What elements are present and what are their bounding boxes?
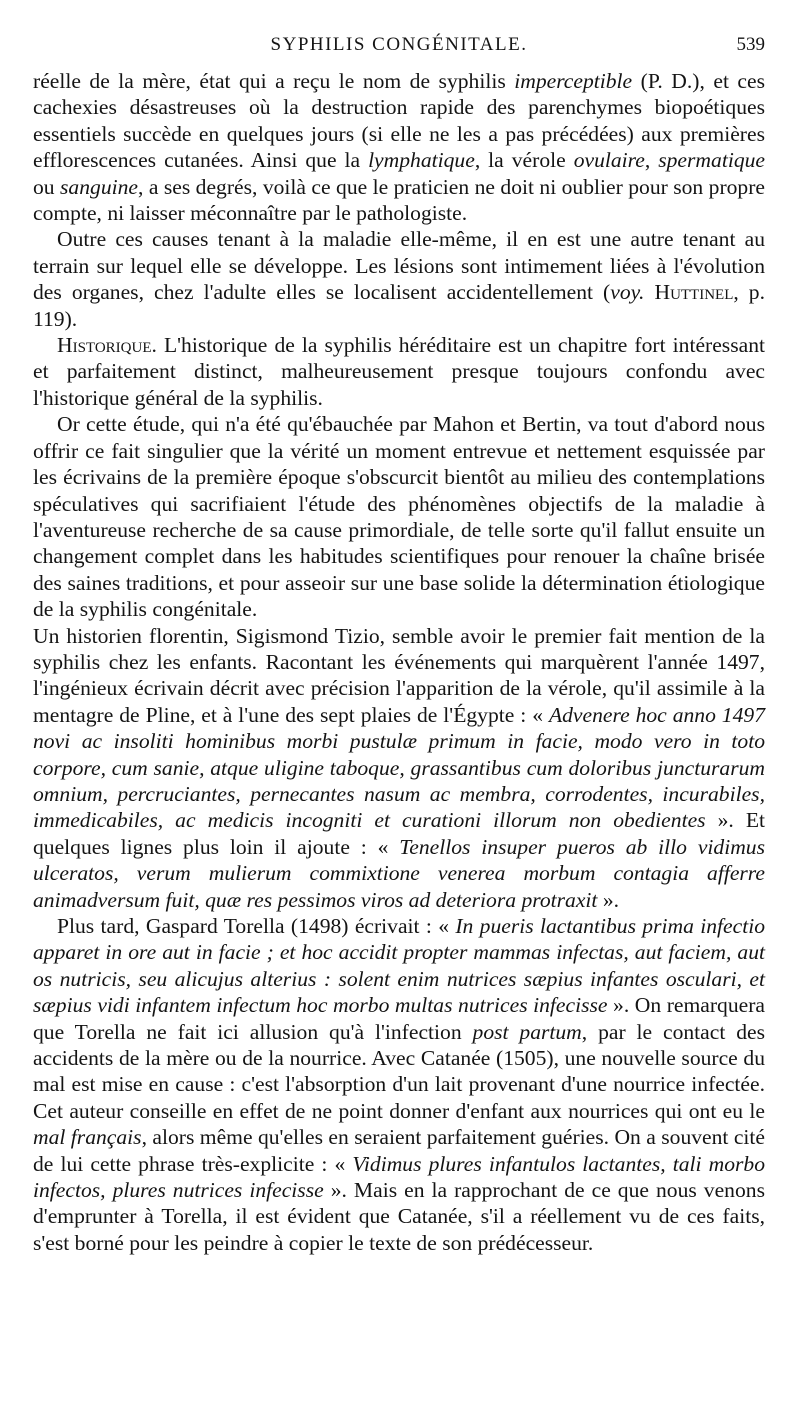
book-page [33, 0, 765, 1256]
paragraph-5: Un historien florentin, Sigismond Tizio, semble avoir le premier fait mention de la syphilis chez les enfants. Racontant les événements qui marquèrent l'année 1497, l'ingénieux écrivain décrit avec précision l'apparition de la vérole, qu'il assimile à la mentagre de Pline, et à l'une des sept plaies de l'Égypte : « Advenere hoc anno 1497 novi ac insoliti hominibus morbi pustulæ primum in facie, modo vero in toto corpore, cum sanie, atque uligine taboque, grassantibus cum doloribus juncturarum omnium, percruciantes, pernecantes nasum ac membra, corrodentes, incurabiles, immedicabiles, ac medicis incogniti et curationi illorum non obedientes ». Et quelques lignes plus loin il ajoute : « Tenellos insuper pueros ab illo vidimus ulceratos, verum mulierum commixtione venerea morbum contagia afferre animadversum fuit, quæ res pessimos viros ad deteriora protraxit ». [33, 623, 766, 912]
paragraph-historique: Historique. L'historique de la syphilis héréditaire est un chapitre fort intéressant et parfaitement distinct, malheureusement presque toujours confondu avec l'historique général de la syphilis. [33, 333, 765, 410]
latin-quote: In pueris lactantibus prima infectio apparet in ore aut in facie ; et hoc accidit propter mammas infectas, aut faciem, aut os nutricis, seu alicujus alterius : solent enim nutrices sæpius infantes osculari, et sæpius vidi infantem infectum hoc morbo multas nutrices infecisse [33, 914, 765, 1018]
running-title: SYPHILIS CONGÉNITALE. [270, 34, 528, 55]
paragraph-1: réelle de la mère, état qui a reçu le nom de syphilis imperceptible (P. D.), et ces cachexies désastreuses où la destruction rapide des parenchymes biopoétiques essentiels succède en quelques jours (si elle ne les a pas précédées) aux premières efflorescences cutanées. Ainsi que la lymphatique, la vérole ovulaire, spermatique ou sanguine, a ses degrés, voilà ce que le praticien ne doit ni oublier pour son propre compte, ni laisser méconnaître par le pathologiste. [33, 69, 766, 226]
paragraph-4: Or cette étude, qui n'a été qu'ébauchée par Mahon et Bertin, va tout d'abord nous offrir ce fait singulier que la vérité un moment entrevue et nettement esquissée par les écrivains de la première époque s'obscurcit bientôt au milieu des contemplations spéculatives qui sacrifiaient l'étude des phénomènes objectifs de la maladie à l'aventureuse recherche de sa cause primordiale, de telle sorte qu'il fallut ensuite un changement complet dans les habitudes scientifiques pour renouer la chaîne brisée des saines traditions, et pour asseoir sur une base solide la détermination étiologique de la syphilis congénitale. [33, 412, 765, 622]
page-number: 539 [736, 34, 765, 55]
latin-quote: Vidimus plures infantulos lactantes, tali morbo infectos, plures nutrices infecisse [33, 1151, 765, 1203]
latin-quote: Tenellos insuper pueros ab illo vidimus ulceratos, verum mulierum commixtione venerea morbum contagia afferre animadversum fuit, quæ res pessimos viros ad deteriora protraxit [33, 834, 765, 912]
running-head [33, 32, 765, 60]
section-heading: Historique. [57, 333, 157, 358]
paragraph-6: Plus tard, Gaspard Torella (1498) écrivait : « In pueris lactantibus prima infectio apparet in ore aut in facie ; et hoc accidit propter mammas infectas, aut faciem, aut os nutricis, seu alicujus alterius : solent enim nutrices sæpius infantes osculari, et sæpius vidi infantem infectum hoc morbo multas nutrices infecisse ». On remarquera que Torella ne fait ici allusion qu'à l'infection post partum, par le contact des accidents de la mère ou de la nourrice. Avec Catanée (1505), une nouvelle source du mal est mise en cause : c'est l'absorption d'un lait provenant d'une nourrice infectée. Cet auteur conseille en effet de ne point donner d'enfant aux nourrices qui ont eu le mal français, alors même qu'elles en seraient parfaitement guéries. On a souvent cité de lui cette phrase très-explicite : « Vidimus plures infantulos lactantes, tali morbo infectos, plures nutrices infecisse ». Mais en la rapprochant de ce que nous venons d'emprunter à Torella, il est évident que Catanée, s'il a réellement vu de ces faits, s'est borné pour les peindre à copier le texte de son prédécesseur. [33, 914, 766, 1255]
paragraph-2: Outre ces causes tenant à la maladie elle-même, il en est une autre tenant au terrain sur lequel elle se développe. Les lésions sont intimement liées à l'évolution des organes, chez l'adulte elles se localisent accidentellement (voy. Huttinel, p. 119). [33, 227, 766, 331]
latin-quote: Advenere hoc anno 1497 novi ac insoliti hominibus morbi pustulæ primum in facie, modo vero in toto corpore, cum sanie, atque uligine taboque, grassantibus cum doloribus juncturarum omnium, percruciantes, pernecantes nasum ac membra, corrodentes, incurabiles, immedicabiles, ac medicis incogniti et curationi illorum non obedientes [33, 702, 765, 833]
